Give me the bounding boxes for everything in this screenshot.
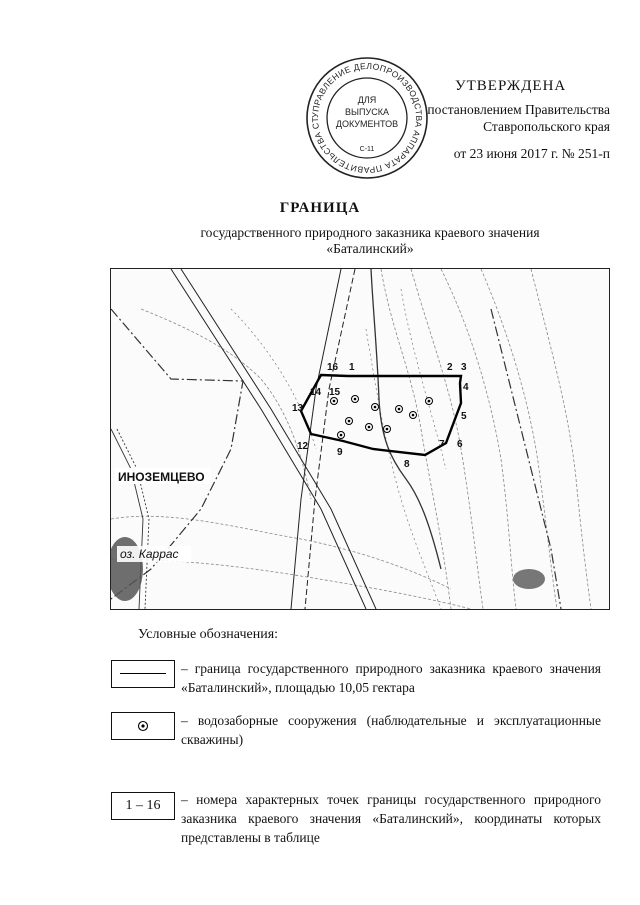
boundary-point-label: 5 [461,411,467,422]
stamp-inner-line: ВЫПУСКА [345,107,389,117]
approval-line-3: от 23 июня 2017 г. № 251-п [453,146,610,161]
approval-line-2: Ставропольского края [483,119,610,134]
boundary-point-label: 6 [457,439,463,450]
well-icon [112,713,174,739]
lake-label: оз. Каррас [120,547,179,561]
document-subtitle-line-1: государственного природного заказника краевого значения [200,225,540,240]
pond-shape [513,569,545,589]
legend-text-point-numbers: – номера характерных точек границы государственного природного заказника краевого значения «Баталинский», координаты которых представлены в таблице [181,792,601,845]
approval-line-1: постановлением Правительства [427,102,610,117]
map-canvas [111,269,609,609]
wells [331,396,433,439]
stamp-inner-line: ДЛЯ [357,95,377,105]
legend-text-boundary: – граница государственного природного заказника краевого значения «Баталинский», площадью 10,05 гектара [181,661,601,695]
point-range-label: 1 – 16 [125,798,161,813]
boundary-point-label: 9 [337,447,343,458]
well-icon [366,424,373,431]
district-lines [111,309,561,609]
boundary-point-label: 3 [461,362,467,373]
boundary-point-label: 7 [439,439,445,450]
approval-stamp [304,55,430,181]
well-icon [396,406,403,413]
boundary-point-label: 8 [404,459,410,470]
legend-symbol-boundary [111,660,175,688]
stamp-inner-line: ДОКУМЕНТОВ [335,119,399,129]
well-icon [352,396,359,403]
boundary-point-label: 12 [297,441,309,452]
boundary-point-label: 14 [310,387,322,398]
well-icon [338,432,345,439]
document-title: ГРАНИЦА [279,200,361,216]
boundary-point-label: 13 [292,403,304,414]
well-icon [372,404,379,411]
stamp-ring-text: УПРАВЛЕНИЕ ДЕЛОПРОИЗВОДСТВА АППАРАТА ПРАВИТЕЛЬСТВА СТ [309,60,425,176]
place-label-inozemtsevo: ИНОЗЕМЦЕВО [118,470,205,484]
document-subtitle-line-2: «Баталинский» [326,241,414,256]
well-icon [331,398,338,405]
boundary-line-icon [120,673,166,674]
boundary-point-label: 4 [463,382,469,393]
well-icon [426,398,433,405]
well-icon [410,412,417,419]
legend-text-wells: – водозаборные сооружения (наблюдательные и эксплуатационные скважины) [181,713,601,747]
boundary-point-label: 16 [327,362,339,373]
legend-symbol-point-numbers [111,792,175,820]
roads [171,269,376,609]
well-icon [384,426,391,433]
legend-symbol-wells [111,712,175,740]
legend-heading: Условные обозначения: [138,627,279,642]
boundary-point-label: 15 [329,387,341,398]
stamp-bottom-mark: С-11 [359,146,375,153]
boundary-point-label: 1 [349,362,355,373]
well-icon [346,418,353,425]
boundary-point-label: 2 [447,362,453,373]
reserve-boundary-map [110,268,610,610]
approval-title: УТВЕРЖДЕНА [455,78,567,94]
